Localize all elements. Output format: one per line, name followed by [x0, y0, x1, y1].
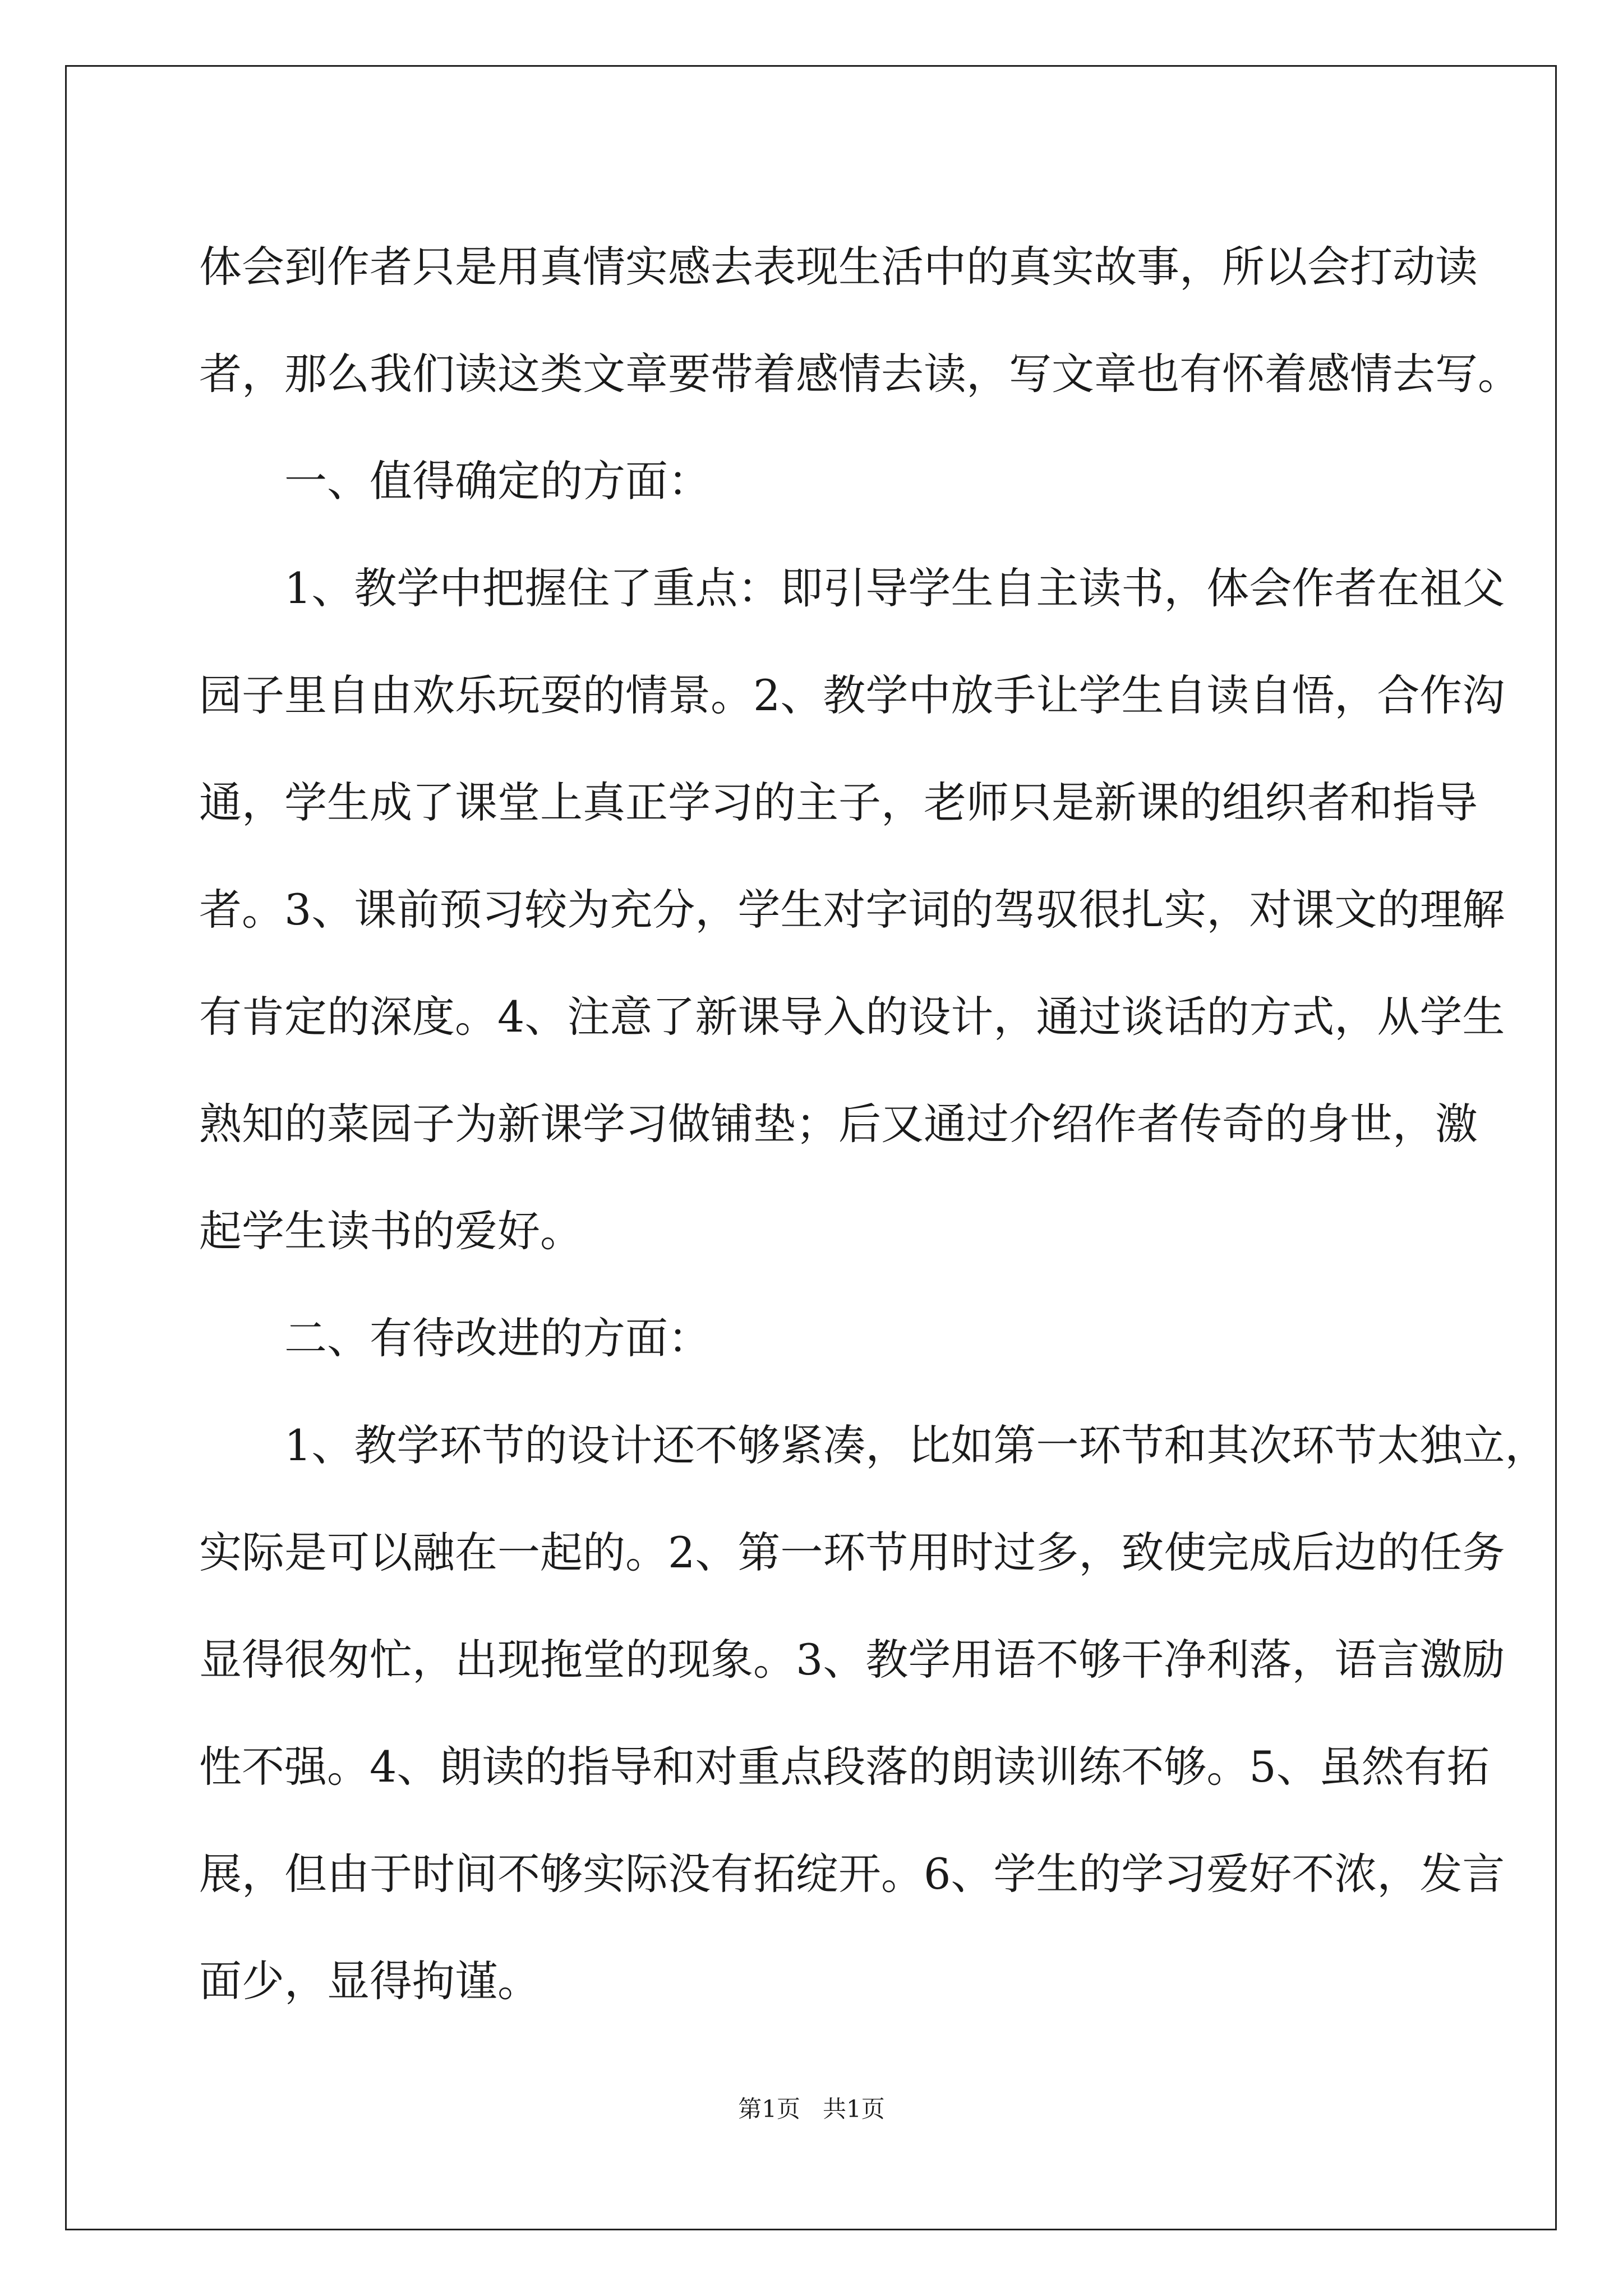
- text-line: 者。3、课前预习较为充分，学生对字词的驾驭很扎实，对课文的理解: [199, 885, 1505, 935]
- text-line: 1、教学环节的设计还不够紧凑，比如第一环节和其次环节太独立，: [284, 1420, 1548, 1470]
- text-line: 园子里自由欢乐玩耍的情景。2、教学中放手让学生自读自悟，合作沟: [199, 670, 1505, 720]
- page-footer: [0, 2092, 1623, 2126]
- text-line: 者，那么我们读这类文章要带着感情去读，写文章也有怀着感情去写。: [199, 349, 1520, 399]
- text-line: 实际是可以融在一起的。2、第一环节用时过多，致使完成后边的任务: [199, 1527, 1505, 1577]
- text-line: 有肯定的深度。4、注意了新课导入的设计，通过谈话的方式，从学生: [199, 992, 1505, 1042]
- text-line: 熟知的菜园子为新课学习做铺垫；后又通过介绍作者传奇的身世，激: [199, 1099, 1478, 1149]
- section-heading: 一、值得确定的方面：: [284, 456, 711, 506]
- text-line: 体会到作者只是用真情实感去表现生活中的真实故事，所以会打动读: [199, 242, 1478, 292]
- text-line: 性不强。4、朗读的指导和对重点段落的朗读训练不够。5、虽然有拓: [199, 1742, 1490, 1792]
- text-line: 起学生读书的爱好。: [199, 1206, 583, 1256]
- text-line: 通，学生成了课堂上真正学习的主子，老师只是新课的组织者和指导: [199, 777, 1478, 827]
- text-line: 显得很匆忙，出现拖堂的现象。3、教学用语不够干净利落，语言激励: [199, 1635, 1505, 1685]
- page-number-current: 第1页: [738, 2095, 800, 2123]
- section-heading: 二、有待改进的方面：: [284, 1313, 711, 1363]
- document-body: [199, 213, 1548, 2035]
- text-line: 展，但由于时间不够实际没有拓绽开。6、学生的学习爱好不浓，发言: [199, 1849, 1505, 1899]
- text-line: 面少，显得拘谨。: [199, 1956, 540, 2006]
- page-number-total: 共1页: [823, 2095, 885, 2123]
- text-line: 1、教学中把握住了重点：即引导学生自主读书，体会作者在祖父: [284, 563, 1505, 613]
